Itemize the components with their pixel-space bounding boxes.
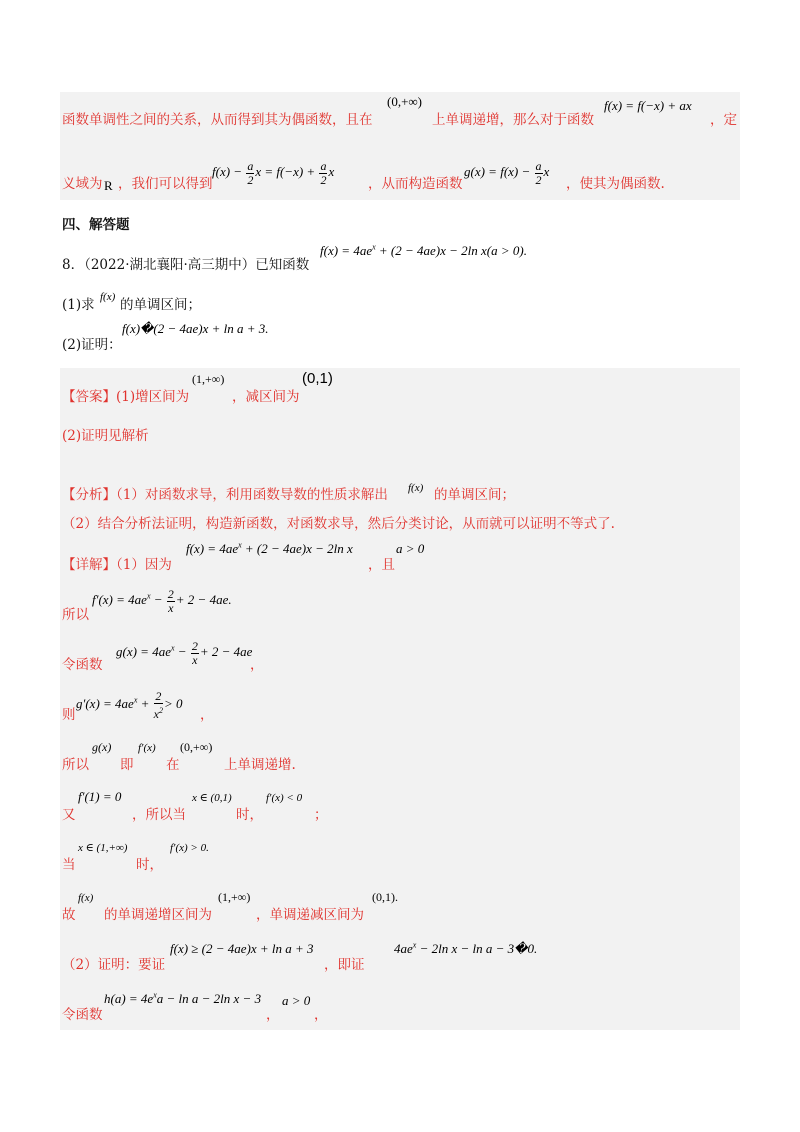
detail-line-1d: a > 0: [396, 541, 425, 556]
detail-line-6e: 时，: [236, 807, 263, 823]
detail-line-6: 又: [62, 807, 76, 823]
detail-line-6-f1: f′(1) = 0: [78, 789, 122, 804]
detail-line-6c: ，所以当: [132, 807, 186, 823]
top-line-1: 函数单调性之间的关系，从而得到其为偶函数，且在: [62, 112, 373, 128]
detail-line-10: 令函数: [62, 1007, 103, 1023]
detail-line-5-g: g(x): [92, 740, 112, 754]
detail-line-10-expr: $h(a) = 4e^xa - \ln a - 2\ln$ x − 3: [104, 991, 262, 1007]
detail-line-4: 则: [62, 707, 76, 723]
detail-line-2-expr: $f'(x) = 4ae^x$ − $\frac{2}{x}$ + 2 − 4ae.: [92, 587, 232, 615]
detail-line-8c: 的单调递增区间为: [104, 907, 212, 923]
detail-line-5c: 即: [120, 757, 134, 773]
question-1-fx: f(x): [100, 291, 116, 303]
detail-line-5-fprime: f′(x): [138, 742, 156, 754]
detail-line-7-fp: f′(x) > 0.: [170, 842, 209, 854]
top-line-2-R: R: [104, 178, 113, 193]
analysis-fx: f(x): [408, 482, 424, 494]
detail-line-3: 令函数: [62, 657, 103, 673]
detail-line-5-interval: (0,+∞): [180, 740, 213, 754]
detail-line-8-fx: f(x): [78, 892, 94, 904]
detail-line-9-expr2: $4ae^x - 2\ln$ x − ln a − 3�0.: [394, 941, 538, 957]
detail-line-8-dec: (0,1).: [372, 890, 398, 904]
detail-line-9-expr: f(x) ≥ (2 − 4ae)x + ln a + 3: [170, 941, 314, 956]
detail-line-6g: ；: [314, 807, 328, 823]
detail-line-1: 【详解】（1）因为: [62, 557, 172, 573]
detail-line-5: 所以: [62, 757, 89, 773]
detail-line-8e: ，单调递减区间为: [256, 907, 364, 923]
top-line-2-eq: f(x) − $\frac{a}{2}$ x = f(−x) + $\frac{a}{2}$ x: [212, 159, 335, 187]
question-2-expr: f(x)�(2 − 4ae)x + ln a + 3.: [122, 321, 269, 336]
detail-line-10e: ，: [314, 1007, 328, 1023]
top-line-2-g: g(x) = f(x) − $\frac{a}{2}$ x: [464, 159, 550, 187]
detail-line-1-func: $f(x) = 4ae^x + (2 - 4ae)x - 2\ln$ x: [186, 541, 353, 557]
detail-line-8-inc: (1,+∞): [218, 890, 251, 904]
top-line-2: 义域为: [62, 176, 103, 192]
detail-line-1c: ，且: [368, 557, 395, 573]
detail-line-6-x: x ∈ (0,1): [192, 792, 232, 804]
question-2: (2)证明：: [62, 337, 122, 353]
section-heading: 四、解答题: [62, 217, 130, 233]
top-line-1-interval: (0,+∞): [387, 94, 423, 109]
detail-line-7c: 时，: [136, 857, 163, 873]
analysis-line-1: 【分析】（1）对函数求导，利用函数导数的性质求解出: [62, 487, 388, 503]
top-line-2c: ，从而构造函数: [368, 176, 463, 192]
detail-line-8: 故: [62, 907, 76, 923]
answer-line-b: ，减区间为: [232, 389, 300, 405]
detail-line-4-expr: $g'(x) = 4ae^x$ + $\frac{2}{x^2}$ > 0: [76, 689, 183, 721]
answer-interval-inc: (1,+∞): [192, 372, 225, 386]
detail-line-10c: ，: [266, 1007, 280, 1023]
detail-line-7-x: x ∈ (1,+∞): [78, 842, 128, 854]
top-line-2b: ，我们可以得到: [118, 176, 213, 192]
analysis-line-2: （2）结合分析法证明，构造新函数，对函数求导，然后分类讨论，从而就可以证明不等式了.: [62, 516, 615, 532]
question-1: (1)求: [62, 297, 95, 313]
detail-line-5e: 在: [166, 757, 180, 773]
top-line-1-func: f(x) = f(−x) + ax: [604, 98, 692, 113]
answer-interval-dec: (0,1): [302, 370, 333, 387]
answer-line: 【答案】(1)增区间为: [62, 389, 190, 405]
detail-line-9: （2）证明：要证: [62, 957, 166, 973]
detail-line-10-a: a > 0: [282, 993, 311, 1008]
problem-function: $f(x) = 4ae^x + (2 - 4ae)x - 2\ln$ x(a > 0).: [320, 243, 527, 259]
analysis-line-1b: 的单调区间；: [434, 487, 515, 503]
top-line-1c: ，定: [710, 112, 737, 128]
detail-line-7: 当: [62, 857, 76, 873]
top-line-2d: ，使其为偶函数.: [566, 176, 665, 192]
detail-line-5g: 上单调递增.: [224, 757, 296, 773]
question-1-b: 的单调区间；: [120, 297, 201, 313]
detail-line-3c: ，: [250, 657, 264, 673]
detail-line-2: 所以: [62, 607, 89, 623]
detail-line-9c: ，即证: [324, 957, 365, 973]
problem-stem: 8．（2022·湖北襄阳·高三期中）已知函数: [62, 257, 310, 273]
detail-line-3-expr: $g(x) = 4ae^x$ − $\frac{2}{x}$ + 2 − 4ae: [116, 639, 253, 667]
detail-line-6-fp: f′(x) < 0: [266, 792, 303, 804]
detail-line-4c: ，: [200, 707, 214, 723]
answer-part-2: (2)证明见解析: [62, 428, 149, 444]
top-line-1b: 上单调递增，那么对于函数: [432, 112, 594, 128]
